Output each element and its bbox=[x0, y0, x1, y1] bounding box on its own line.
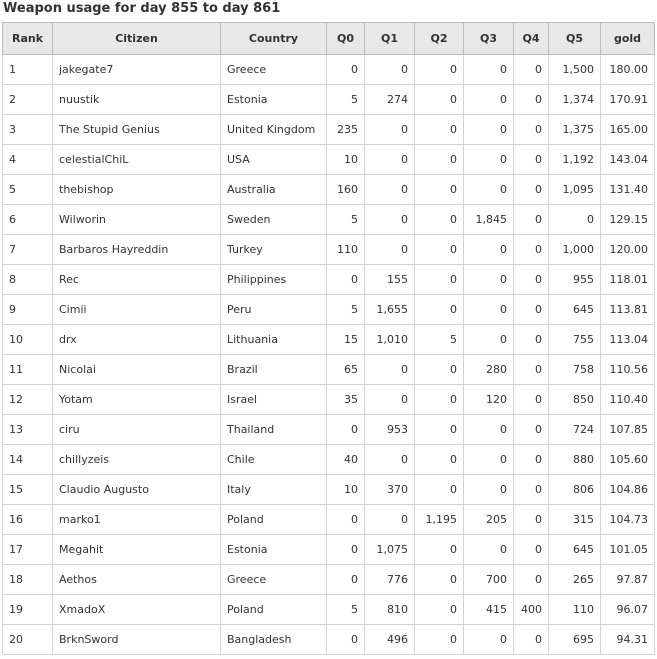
table-row bbox=[3, 355, 655, 385]
table-row bbox=[3, 55, 655, 85]
q1-cell: 0 bbox=[365, 175, 415, 205]
q5-cell: 1,500 bbox=[549, 55, 601, 85]
q5-cell: 806 bbox=[549, 475, 601, 505]
citizen-cell[interactable]: The Stupid Genius bbox=[53, 115, 221, 145]
q0-cell: 65 bbox=[327, 355, 365, 385]
q4-cell: 0 bbox=[514, 145, 549, 175]
q3-cell: 0 bbox=[464, 475, 514, 505]
q4-cell: 0 bbox=[514, 175, 549, 205]
citizen-cell[interactable]: Megahit bbox=[53, 535, 221, 565]
citizen-cell[interactable]: Wilworin bbox=[53, 205, 221, 235]
q0-cell: 15 bbox=[327, 325, 365, 355]
q1-cell: 776 bbox=[365, 565, 415, 595]
q0-cell: 0 bbox=[327, 415, 365, 445]
q2-cell: 0 bbox=[415, 175, 464, 205]
rank-cell: 15 bbox=[3, 475, 53, 505]
country-cell: Israel bbox=[221, 385, 327, 415]
q1-cell: 1,655 bbox=[365, 295, 415, 325]
table-row bbox=[3, 85, 655, 115]
weapon-usage-table bbox=[2, 22, 655, 655]
gold-cell: 120.00 bbox=[601, 235, 655, 265]
q3-cell: 0 bbox=[464, 415, 514, 445]
q5-cell: 955 bbox=[549, 265, 601, 295]
q3-cell: 0 bbox=[464, 175, 514, 205]
q3-cell: 0 bbox=[464, 145, 514, 175]
rank-cell: 10 bbox=[3, 325, 53, 355]
q2-cell: 0 bbox=[415, 85, 464, 115]
q3-cell: 0 bbox=[464, 625, 514, 655]
country-cell: Bangladesh bbox=[221, 625, 327, 655]
q0-cell: 0 bbox=[327, 55, 365, 85]
rank-cell: 19 bbox=[3, 595, 53, 625]
rank-cell: 17 bbox=[3, 535, 53, 565]
gold-cell: 110.56 bbox=[601, 355, 655, 385]
country-cell: United Kingdom bbox=[221, 115, 327, 145]
q4-cell: 0 bbox=[514, 265, 549, 295]
gold-cell: 97.87 bbox=[601, 565, 655, 595]
citizen-cell[interactable]: BrknSword bbox=[53, 625, 221, 655]
q2-cell: 0 bbox=[415, 55, 464, 85]
q1-cell: 0 bbox=[365, 55, 415, 85]
gold-cell: 165.00 bbox=[601, 115, 655, 145]
q1-cell: 1,075 bbox=[365, 535, 415, 565]
q1-cell: 0 bbox=[365, 145, 415, 175]
q4-cell: 0 bbox=[514, 385, 549, 415]
q2-cell: 0 bbox=[415, 595, 464, 625]
column-header-q2: Q2 bbox=[415, 23, 464, 55]
q2-cell: 5 bbox=[415, 325, 464, 355]
table-row bbox=[3, 535, 655, 565]
header-row bbox=[3, 23, 655, 55]
q1-cell: 0 bbox=[365, 445, 415, 475]
country-cell: Brazil bbox=[221, 355, 327, 385]
citizen-cell[interactable]: thebishop bbox=[53, 175, 221, 205]
q2-cell: 0 bbox=[415, 115, 464, 145]
table-row bbox=[3, 145, 655, 175]
q4-cell: 0 bbox=[514, 235, 549, 265]
rank-cell: 7 bbox=[3, 235, 53, 265]
q5-cell: 645 bbox=[549, 535, 601, 565]
q1-cell: 496 bbox=[365, 625, 415, 655]
q3-cell: 415 bbox=[464, 595, 514, 625]
citizen-cell[interactable]: Barbaros Hayreddin bbox=[53, 235, 221, 265]
citizen-cell[interactable]: jakegate7 bbox=[53, 55, 221, 85]
q3-cell: 0 bbox=[464, 85, 514, 115]
gold-cell: 113.04 bbox=[601, 325, 655, 355]
q5-cell: 1,374 bbox=[549, 85, 601, 115]
gold-cell: 105.60 bbox=[601, 445, 655, 475]
q5-cell: 850 bbox=[549, 385, 601, 415]
q5-cell: 758 bbox=[549, 355, 601, 385]
q3-cell: 0 bbox=[464, 535, 514, 565]
q5-cell: 265 bbox=[549, 565, 601, 595]
q1-cell: 0 bbox=[365, 355, 415, 385]
gold-cell: 129.15 bbox=[601, 205, 655, 235]
q0-cell: 0 bbox=[327, 625, 365, 655]
column-header-q0: Q0 bbox=[327, 23, 365, 55]
q0-cell: 0 bbox=[327, 565, 365, 595]
q3-cell: 0 bbox=[464, 235, 514, 265]
q5-cell: 1,375 bbox=[549, 115, 601, 145]
rank-cell: 11 bbox=[3, 355, 53, 385]
q2-cell: 0 bbox=[415, 385, 464, 415]
country-cell: USA bbox=[221, 145, 327, 175]
q4-cell: 0 bbox=[514, 325, 549, 355]
citizen-cell[interactable]: Rec bbox=[53, 265, 221, 295]
q3-cell: 0 bbox=[464, 265, 514, 295]
q1-cell: 810 bbox=[365, 595, 415, 625]
gold-cell: 96.07 bbox=[601, 595, 655, 625]
rank-cell: 1 bbox=[3, 55, 53, 85]
q4-cell: 0 bbox=[514, 55, 549, 85]
country-cell: Turkey bbox=[221, 235, 327, 265]
citizen-cell[interactable]: celestialChiL bbox=[53, 145, 221, 175]
rank-cell: 2 bbox=[3, 85, 53, 115]
citizen-cell[interactable]: nuustik bbox=[53, 85, 221, 115]
column-header-q5: Q5 bbox=[549, 23, 601, 55]
gold-cell: 107.85 bbox=[601, 415, 655, 445]
q0-cell: 5 bbox=[327, 295, 365, 325]
column-header-citizen: Citizen bbox=[53, 23, 221, 55]
q4-cell: 0 bbox=[514, 625, 549, 655]
country-cell: Sweden bbox=[221, 205, 327, 235]
q1-cell: 0 bbox=[365, 115, 415, 145]
q3-cell: 0 bbox=[464, 325, 514, 355]
q2-cell: 0 bbox=[415, 445, 464, 475]
rank-cell: 13 bbox=[3, 415, 53, 445]
q2-cell: 0 bbox=[415, 535, 464, 565]
q4-cell: 0 bbox=[514, 535, 549, 565]
table-row bbox=[3, 505, 655, 535]
table-row bbox=[3, 175, 655, 205]
rank-cell: 16 bbox=[3, 505, 53, 535]
q1-cell: 0 bbox=[365, 235, 415, 265]
q4-cell: 0 bbox=[514, 295, 549, 325]
q2-cell: 0 bbox=[415, 355, 464, 385]
column-header-q4: Q4 bbox=[514, 23, 549, 55]
citizen-cell[interactable]: Cimii bbox=[53, 295, 221, 325]
q3-cell: 205 bbox=[464, 505, 514, 535]
q4-cell: 0 bbox=[514, 565, 549, 595]
country-cell: Greece bbox=[221, 565, 327, 595]
q0-cell: 5 bbox=[327, 595, 365, 625]
country-cell: Peru bbox=[221, 295, 327, 325]
table-row bbox=[3, 205, 655, 235]
citizen-cell[interactable]: marko1 bbox=[53, 505, 221, 535]
q3-cell: 0 bbox=[464, 295, 514, 325]
table-row bbox=[3, 565, 655, 595]
q2-cell: 0 bbox=[415, 625, 464, 655]
q5-cell: 1,095 bbox=[549, 175, 601, 205]
country-cell: Estonia bbox=[221, 85, 327, 115]
q0-cell: 0 bbox=[327, 535, 365, 565]
gold-cell: 113.81 bbox=[601, 295, 655, 325]
q2-cell: 0 bbox=[415, 295, 464, 325]
country-cell: Poland bbox=[221, 595, 327, 625]
gold-cell: 170.91 bbox=[601, 85, 655, 115]
q4-cell: 0 bbox=[514, 85, 549, 115]
q1-cell: 0 bbox=[365, 505, 415, 535]
column-header-country: Country bbox=[221, 23, 327, 55]
rank-cell: 20 bbox=[3, 625, 53, 655]
q3-cell: 120 bbox=[464, 385, 514, 415]
q0-cell: 5 bbox=[327, 85, 365, 115]
rank-cell: 18 bbox=[3, 565, 53, 595]
q1-cell: 0 bbox=[365, 385, 415, 415]
q5-cell: 724 bbox=[549, 415, 601, 445]
q0-cell: 110 bbox=[327, 235, 365, 265]
table-row bbox=[3, 445, 655, 475]
gold-cell: 110.40 bbox=[601, 385, 655, 415]
q2-cell: 0 bbox=[415, 235, 464, 265]
q4-cell: 400 bbox=[514, 595, 549, 625]
rank-cell: 14 bbox=[3, 445, 53, 475]
q0-cell: 40 bbox=[327, 445, 365, 475]
q2-cell: 0 bbox=[415, 145, 464, 175]
q0-cell: 0 bbox=[327, 505, 365, 535]
q3-cell: 0 bbox=[464, 55, 514, 85]
q4-cell: 0 bbox=[514, 505, 549, 535]
citizen-cell[interactable]: XmadoX bbox=[53, 595, 221, 625]
q5-cell: 0 bbox=[549, 205, 601, 235]
q3-cell: 0 bbox=[464, 445, 514, 475]
q1-cell: 1,010 bbox=[365, 325, 415, 355]
q5-cell: 110 bbox=[549, 595, 601, 625]
rank-cell: 8 bbox=[3, 265, 53, 295]
citizen-cell[interactable]: Aethos bbox=[53, 565, 221, 595]
q3-cell: 1,845 bbox=[464, 205, 514, 235]
q1-cell: 0 bbox=[365, 205, 415, 235]
q1-cell: 370 bbox=[365, 475, 415, 505]
q0-cell: 235 bbox=[327, 115, 365, 145]
table-row bbox=[3, 295, 655, 325]
q5-cell: 1,192 bbox=[549, 145, 601, 175]
q4-cell: 0 bbox=[514, 115, 549, 145]
rank-cell: 12 bbox=[3, 385, 53, 415]
citizen-cell[interactable]: Claudio Augusto bbox=[53, 475, 221, 505]
q2-cell: 0 bbox=[415, 205, 464, 235]
table-row bbox=[3, 595, 655, 625]
q3-cell: 280 bbox=[464, 355, 514, 385]
country-cell: Poland bbox=[221, 505, 327, 535]
table-row bbox=[3, 235, 655, 265]
country-cell: Estonia bbox=[221, 535, 327, 565]
q2-cell: 0 bbox=[415, 415, 464, 445]
q2-cell: 0 bbox=[415, 565, 464, 595]
q4-cell: 0 bbox=[514, 205, 549, 235]
q0-cell: 35 bbox=[327, 385, 365, 415]
citizen-cell[interactable]: drx bbox=[53, 325, 221, 355]
q2-cell: 0 bbox=[415, 475, 464, 505]
column-header-q3: Q3 bbox=[464, 23, 514, 55]
table-row bbox=[3, 415, 655, 445]
table-row bbox=[3, 475, 655, 505]
country-cell: Thailand bbox=[221, 415, 327, 445]
gold-cell: 104.73 bbox=[601, 505, 655, 535]
citizen-cell[interactable]: ciru bbox=[53, 415, 221, 445]
q3-cell: 700 bbox=[464, 565, 514, 595]
gold-cell: 131.40 bbox=[601, 175, 655, 205]
q0-cell: 10 bbox=[327, 475, 365, 505]
q1-cell: 155 bbox=[365, 265, 415, 295]
q5-cell: 645 bbox=[549, 295, 601, 325]
table-row bbox=[3, 265, 655, 295]
q0-cell: 160 bbox=[327, 175, 365, 205]
rank-cell: 5 bbox=[3, 175, 53, 205]
rank-cell: 3 bbox=[3, 115, 53, 145]
q5-cell: 695 bbox=[549, 625, 601, 655]
q3-cell: 0 bbox=[464, 115, 514, 145]
rank-cell: 9 bbox=[3, 295, 53, 325]
country-cell: Chile bbox=[221, 445, 327, 475]
q1-cell: 953 bbox=[365, 415, 415, 445]
citizen-cell[interactable]: chillyzeis bbox=[53, 445, 221, 475]
country-cell: Lithuania bbox=[221, 325, 327, 355]
country-cell: Greece bbox=[221, 55, 327, 85]
table-row bbox=[3, 625, 655, 655]
country-cell: Italy bbox=[221, 475, 327, 505]
country-cell: Australia bbox=[221, 175, 327, 205]
q5-cell: 880 bbox=[549, 445, 601, 475]
q0-cell: 0 bbox=[327, 265, 365, 295]
citizen-cell[interactable]: Yotam bbox=[53, 385, 221, 415]
table-row bbox=[3, 115, 655, 145]
q5-cell: 1,000 bbox=[549, 235, 601, 265]
country-cell: Philippines bbox=[221, 265, 327, 295]
q5-cell: 315 bbox=[549, 505, 601, 535]
column-header-rank: Rank bbox=[3, 23, 53, 55]
q5-cell: 755 bbox=[549, 325, 601, 355]
table-row bbox=[3, 385, 655, 415]
q0-cell: 5 bbox=[327, 205, 365, 235]
page-title: Weapon usage for day 855 to day 861 bbox=[3, 1, 281, 16]
q2-cell: 0 bbox=[415, 265, 464, 295]
gold-cell: 180.00 bbox=[601, 55, 655, 85]
q4-cell: 0 bbox=[514, 415, 549, 445]
table-row bbox=[3, 325, 655, 355]
gold-cell: 143.04 bbox=[601, 145, 655, 175]
q1-cell: 274 bbox=[365, 85, 415, 115]
citizen-cell[interactable]: Nicolai bbox=[53, 355, 221, 385]
gold-cell: 118.01 bbox=[601, 265, 655, 295]
column-header-gold: gold bbox=[601, 23, 655, 55]
gold-cell: 101.05 bbox=[601, 535, 655, 565]
gold-cell: 104.86 bbox=[601, 475, 655, 505]
q4-cell: 0 bbox=[514, 355, 549, 385]
q0-cell: 10 bbox=[327, 145, 365, 175]
q2-cell: 1,195 bbox=[415, 505, 464, 535]
column-header-q1: Q1 bbox=[365, 23, 415, 55]
q4-cell: 0 bbox=[514, 475, 549, 505]
rank-cell: 6 bbox=[3, 205, 53, 235]
gold-cell: 94.31 bbox=[601, 625, 655, 655]
q4-cell: 0 bbox=[514, 445, 549, 475]
rank-cell: 4 bbox=[3, 145, 53, 175]
